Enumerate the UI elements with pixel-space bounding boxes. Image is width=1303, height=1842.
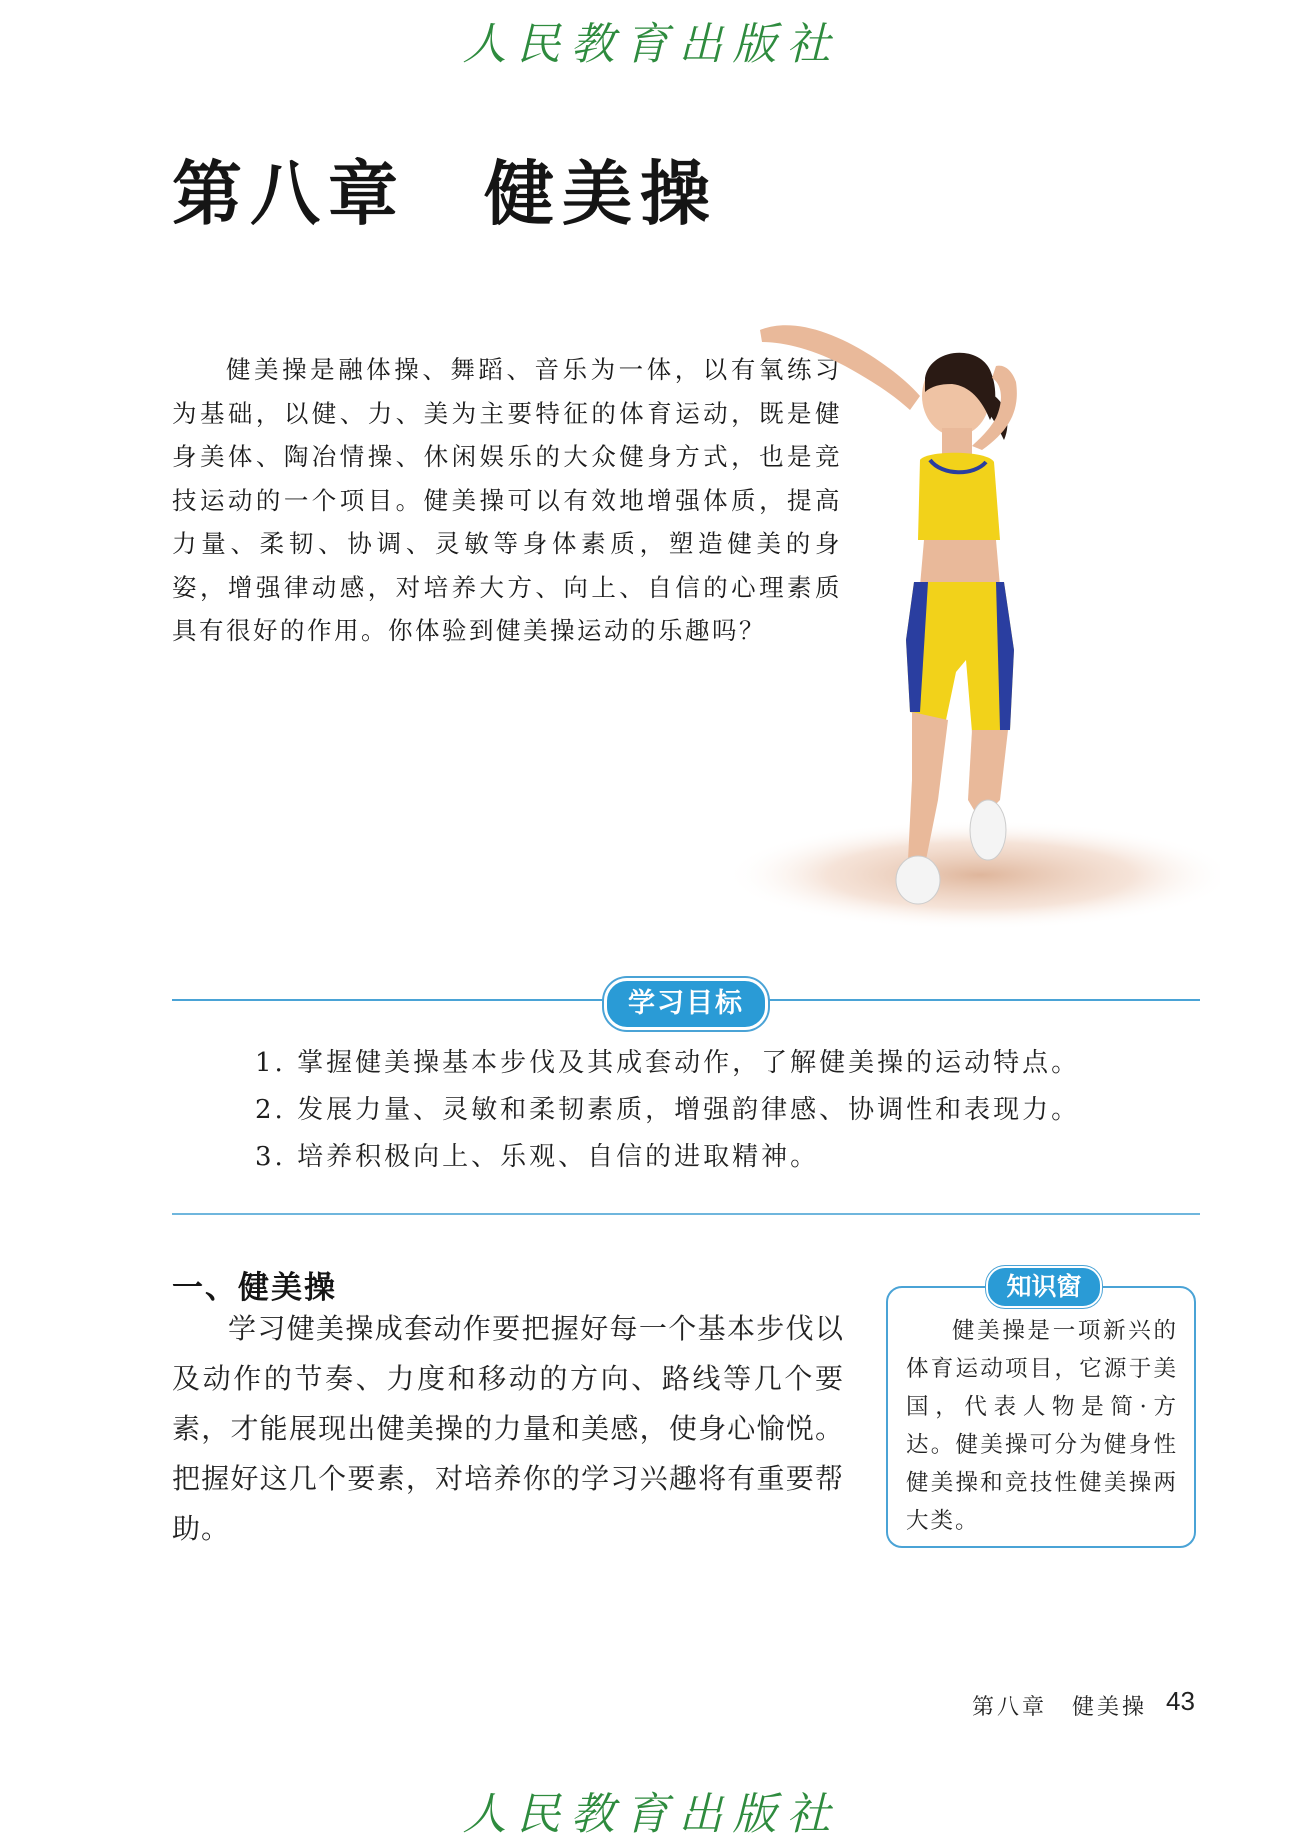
goals-divider-left (172, 999, 622, 1001)
goals-divider-right (760, 999, 1200, 1001)
section-heading: 一、健美操 (172, 1270, 337, 1306)
aerobics-athlete-photo (720, 300, 1220, 940)
section-body: 学习健美操成套动作要把握好每一个基本步伐以及动作的节奏、力度和移动的方向、路线等几个要素，才能展现出健美操的力量和美感，使身心愉悦。把握好这几个要素，对培养你的学习兴趣将有重要帮助。 (172, 1312, 844, 1545)
chapter-title: 第八章 健美操 (172, 152, 718, 235)
learning-goals-list (255, 1040, 1195, 1181)
footer-chapter-title: 第八章 健美操 (972, 1695, 1148, 1720)
knowledge-window-text: 健美操是一项新兴的体育运动项目，它源于美国，代表人物是简·方达。健美操可分为健身性健美操和竞技性健美操两大类。 (906, 1318, 1178, 1534)
knowledge-window-badge: 知识窗 (986, 1266, 1102, 1308)
goal-item: 3. 培养积极向上、乐观、自信的进取精神。 (255, 1142, 820, 1172)
publisher-logo-top: 人民教育出版社 (462, 19, 841, 70)
goal-item: 2. 发展力量、灵敏和柔韧素质，增强韵律感、协调性和表现力。 (255, 1095, 1081, 1125)
goals-bottom-divider (172, 1213, 1200, 1215)
page-number: 43 (1166, 1686, 1195, 1716)
goal-item: 1. 掌握健美操基本步伐及其成套动作，了解健美操的运动特点。 (255, 1048, 1081, 1078)
intro-paragraph: 健美操是融体操、舞蹈、音乐为一体，以有氧练习为基础，以健、力、美为主要特征的体育运动，既是健身美体、陶冶情操、休闲娱乐的大众健身方式，也是竞技运动的一个项目。健美操可以有效地增强体质，提高力量、柔韧、协调、灵敏等身体素质，塑造健美的身姿，增强律动感，对培养大方、向上、自信的心理素质具有很好的作用。你体验到健美操运动的乐趣吗？ (172, 355, 842, 645)
learning-goals-badge: 学习目标 (604, 978, 768, 1030)
publisher-logo-bottom: 人民教育出版社 (462, 1789, 841, 1840)
